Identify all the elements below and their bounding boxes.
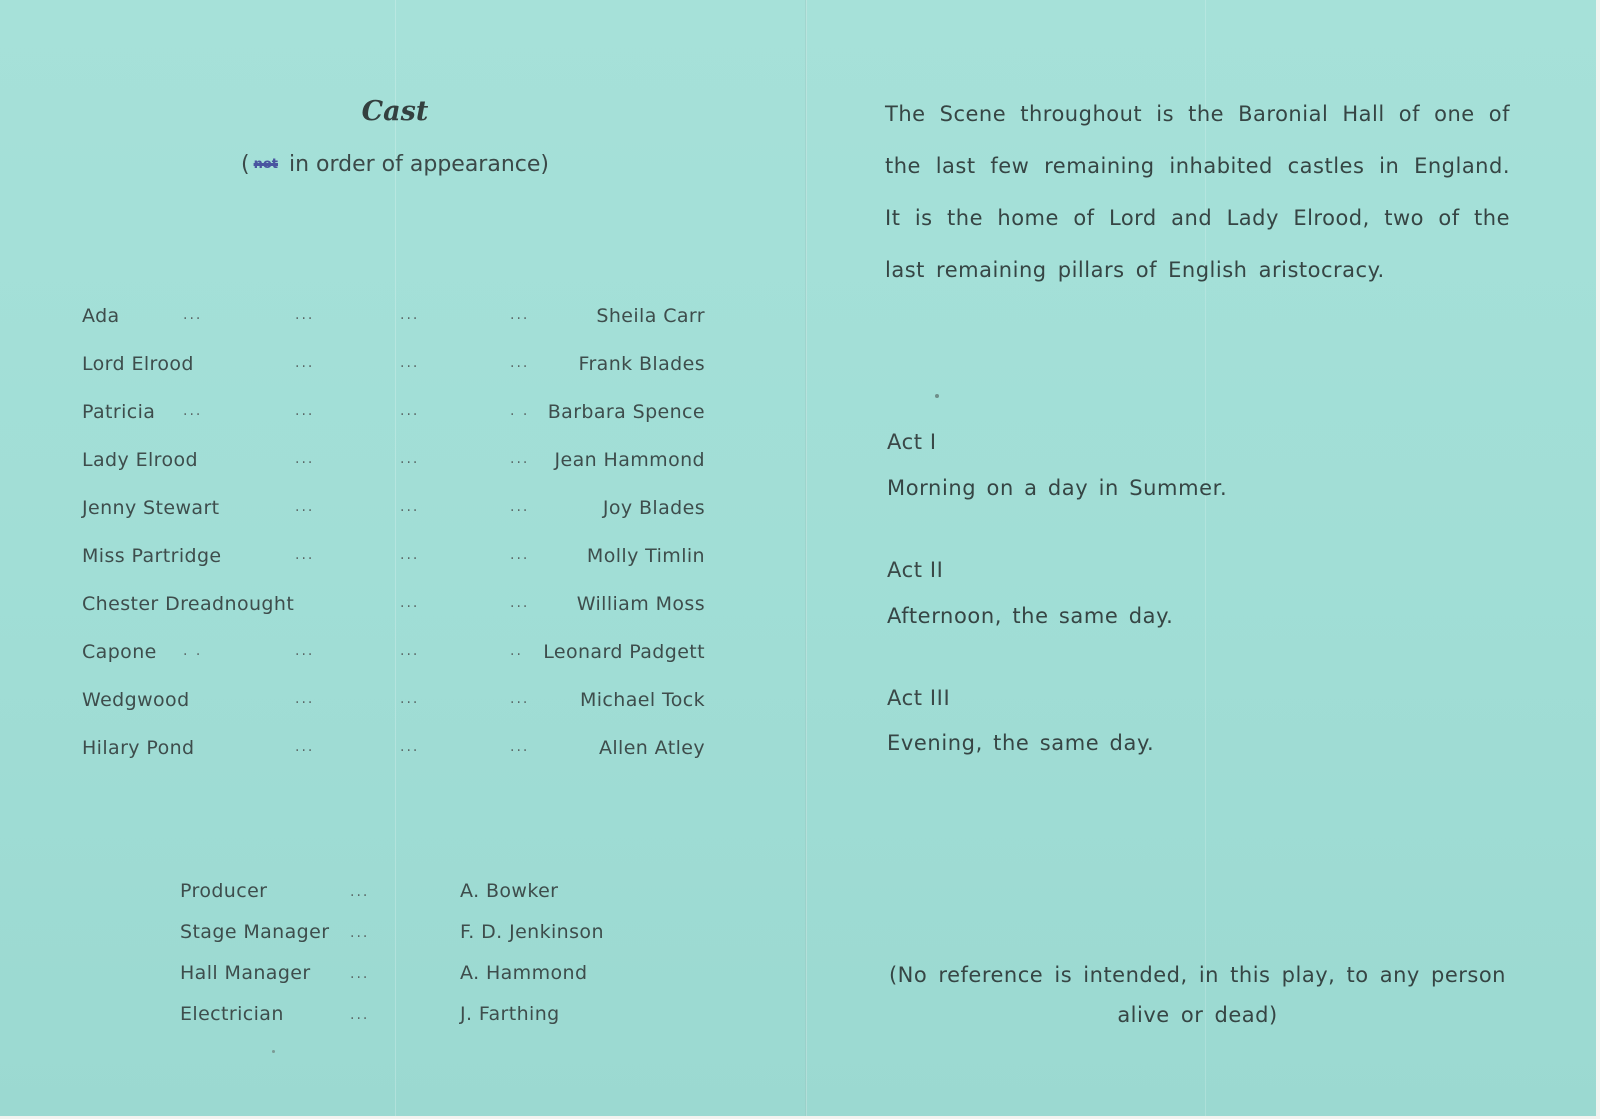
leader-dots: ... — [510, 691, 530, 707]
leader-dots: ... — [295, 739, 315, 755]
disclaimer-line: alive or dead) — [1117, 1003, 1278, 1027]
leader-dots: . . — [183, 643, 203, 659]
leader-dots: ... — [295, 307, 315, 323]
cast-actor: Frank Blades — [578, 353, 705, 375]
cast-role: Hilary Pond — [82, 737, 195, 759]
cast-row — [80, 641, 705, 689]
crew-person: A. Bowker — [460, 880, 559, 902]
cast-row — [80, 497, 705, 545]
cast-actor: Joy Blades — [602, 497, 705, 519]
act-description: Evening, the same day. — [887, 731, 1155, 755]
cast-subtitle — [0, 152, 790, 177]
leader-dots: ... — [400, 499, 420, 515]
cast-role: Jenny Stewart — [82, 497, 220, 519]
disclaimer-line: (No reference is intended, in this play, to any person — [888, 963, 1506, 987]
subtitle-open-paren: ( — [240, 152, 250, 177]
leader-dots: . . — [510, 403, 530, 419]
paper-speck — [272, 1050, 275, 1053]
crew-row — [180, 962, 680, 1003]
cast-list — [80, 305, 705, 785]
crew-job: Producer — [180, 880, 268, 902]
cast-row — [80, 737, 705, 785]
leader-dots: ... — [350, 925, 370, 941]
crew-person: A. Hammond — [460, 962, 588, 984]
act-label: Act III — [887, 686, 951, 710]
cast-actor: Michael Tock — [579, 689, 705, 711]
leader-dots: ... — [510, 499, 530, 515]
leader-dots: ... — [350, 966, 370, 982]
crew-job: Electrician — [180, 1003, 284, 1025]
leader-dots: ... — [295, 355, 315, 371]
cast-row — [80, 593, 705, 641]
leader-dots: ... — [350, 1007, 370, 1023]
leader-dots: ... — [510, 355, 530, 371]
leader-dots: ... — [295, 691, 315, 707]
cast-role: Capone — [82, 641, 157, 663]
crew-row — [180, 880, 680, 921]
cast-role: Wedgwood — [82, 689, 190, 711]
cast-row — [80, 545, 705, 593]
cast-role: Miss Partridge — [82, 545, 222, 567]
cast-row — [80, 353, 705, 401]
leader-dots: ... — [295, 499, 315, 515]
cast-actor: Allen Atley — [598, 737, 705, 759]
act-label: Act II — [887, 558, 944, 582]
leader-dots: ... — [295, 547, 315, 563]
paper-speck — [935, 394, 939, 398]
act-description: Afternoon, the same day. — [887, 604, 1174, 628]
cast-row — [80, 401, 705, 449]
crew-row — [180, 921, 680, 962]
leader-dots: ... — [183, 307, 203, 323]
crew-job: Stage Manager — [180, 921, 330, 943]
leader-dots: ... — [295, 403, 315, 419]
leader-dots: ... — [400, 451, 420, 467]
cast-actor: William Moss — [576, 593, 705, 615]
leader-dots: ... — [400, 595, 420, 611]
cast-role: Lord Elrood — [82, 353, 194, 375]
leader-dots: ... — [400, 355, 420, 371]
leader-dots: ... — [183, 403, 203, 419]
cast-role: Chester Dreadnought — [82, 593, 295, 615]
scene-description: The Scene throughout is the Baronial Hall of one of the last few remaining inhabited castles in England. It is the home of Lord and Lady Elrood, two of the last remaining pillars of English aristocracy. — [885, 102, 1510, 282]
crew-person: F. D. Jenkinson — [460, 921, 604, 943]
cast-actor: Molly Timlin — [586, 545, 705, 567]
cast-role: Ada — [82, 305, 120, 327]
leader-dots: ... — [510, 595, 530, 611]
disclaimer — [885, 955, 1510, 1035]
cast-role: Lady Elrood — [82, 449, 198, 471]
crew-row — [180, 1003, 680, 1044]
cast-row — [80, 305, 705, 353]
cast-row — [80, 449, 705, 497]
leader-dots: ... — [400, 739, 420, 755]
leader-dots: ... — [295, 451, 315, 467]
subtitle-text: in order of appearance) — [281, 152, 549, 177]
leader-dots: ... — [510, 307, 530, 323]
leader-dots: ... — [400, 547, 420, 563]
cast-actor: Barbara Spence — [547, 401, 705, 423]
leader-dots: ... — [400, 643, 420, 659]
cast-actor: Jean Hammond — [554, 449, 705, 471]
leader-dots: ... — [510, 547, 530, 563]
cast-actor: Sheila Carr — [596, 305, 705, 327]
production-crew-list — [180, 880, 680, 1044]
act-description: Morning on a day in Summer. — [887, 476, 1228, 500]
crew-person: J. Farthing — [460, 1003, 560, 1025]
act-label: Act I — [887, 430, 937, 454]
cast-actor: Leonard Padgett — [543, 641, 705, 663]
leader-dots: ... — [295, 643, 315, 659]
cast-row — [80, 689, 705, 737]
center-fold — [805, 0, 807, 1116]
crew-job: Hall Manager — [180, 962, 311, 984]
leader-dots: ... — [400, 691, 420, 707]
leader-dots: ... — [400, 307, 420, 323]
leader-dots: ... — [350, 884, 370, 900]
leader-dots: ... — [400, 403, 420, 419]
struck-out-word: not — [253, 157, 278, 172]
leader-dots: ... — [510, 739, 530, 755]
cast-heading: Cast — [361, 96, 429, 127]
leader-dots: ... — [510, 451, 530, 467]
cast-role: Patricia — [82, 401, 156, 423]
leader-dots: .. — [510, 643, 523, 659]
